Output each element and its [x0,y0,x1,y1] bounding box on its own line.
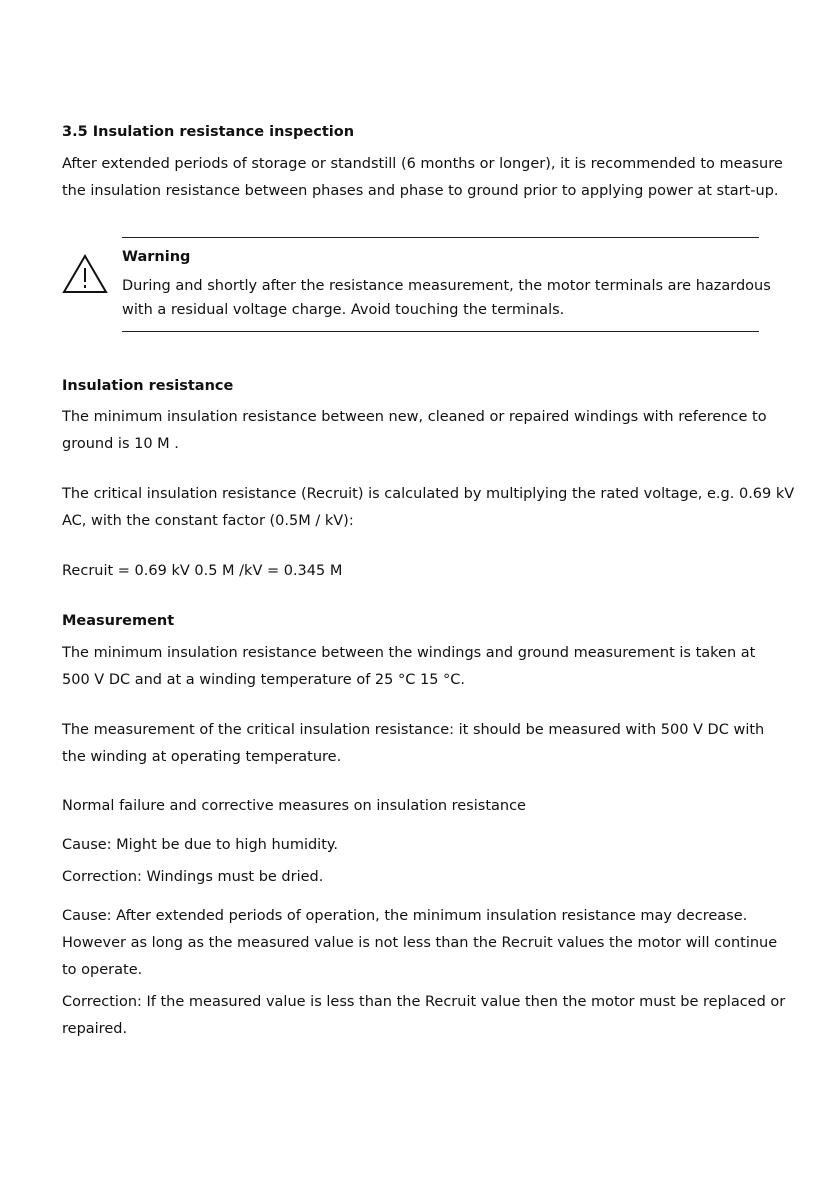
paragraph-line: The minimum insulation resistance between the windings and ground measurement is taken at [62,645,756,661]
measurement-paragraph-1 [62,640,782,694]
warning-triangle-icon [62,254,108,294]
warning-line: with a residual voltage charge. Avoid touching the terminals. [122,302,565,318]
measurement-paragraph-2 [62,717,782,771]
paragraph-line: to operate. [62,962,143,978]
correction-1: Correction: Windings must be dried. [62,869,324,885]
warning-top-rule [122,237,759,238]
paragraph-line: AC, with the constant factor (0.5M / kV): [62,513,354,529]
section-title: 3.5 Insulation resistance inspection [62,124,355,140]
warning-bottom-rule [122,331,759,332]
paragraph-line: the winding at operating temperature. [62,749,342,765]
cause-1: Cause: Might be due to high humidity. [62,837,339,853]
intro-paragraph [62,151,782,205]
paragraph-line: The measurement of the critical insulation resistance: it should be measured with 500 V DC with [62,722,765,738]
paragraph-line: The critical insulation resistance (Recruit) is calculated by multiplying the rated voltage, e.g. 0.69 kV [62,486,795,502]
warning-title: Warning [122,249,191,265]
warning-line: During and shortly after the resistance measurement, the motor terminals are hazardous [122,278,771,294]
measurement-title: Measurement [62,613,175,629]
failures-title: Normal failure and corrective measures on insulation resistance [62,798,526,814]
insulation-title: Insulation resistance [62,378,234,394]
paragraph-line: However as long as the measured value is not less than the Recruit values the motor will continue [62,935,778,951]
warning-text [122,274,771,322]
intro-line: the insulation resistance between phases and phase to ground prior to applying power at start-up. [62,183,779,199]
insulation-paragraph-1 [62,404,782,458]
paragraph-line: The minimum insulation resistance between new, cleaned or repaired windings with reference to [62,409,767,425]
paragraph-line: ground is 10 M . [62,436,179,452]
paragraph-line: repaired. [62,1021,128,1037]
insulation-paragraph-2 [62,481,795,535]
paragraph-line: Cause: After extended periods of operation, the minimum insulation resistance may decrease. [62,908,748,924]
intro-line: After extended periods of storage or standstill (6 months or longer), it is recommended to measure [62,156,783,172]
paragraph-line: Correction: If the measured value is less than the Recruit value then the motor must be replaced or [62,994,786,1010]
paragraph-line: 500 V DC and at a winding temperature of 25 °C 15 °C. [62,672,466,688]
cause-2 [62,903,782,984]
recruit-formula: Recruit = 0.69 kV 0.5 M /kV = 0.345 M [62,563,343,579]
correction-2 [62,989,786,1043]
